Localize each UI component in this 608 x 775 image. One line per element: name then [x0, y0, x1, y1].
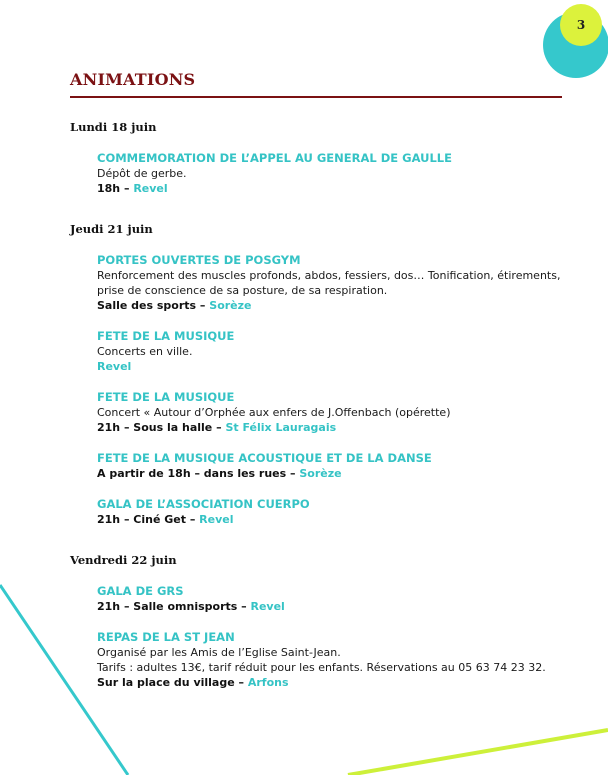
event-info — [97, 675, 570, 690]
event-time-venue: 21h – Ciné Get – — [97, 513, 200, 526]
event-info — [97, 512, 570, 527]
event-time-venue: Salle des sports – — [97, 299, 210, 312]
day-block — [70, 553, 570, 690]
page-number-badge — [560, 4, 602, 46]
event-title: COMMEMORATION DE L’APPEL AU GENERAL DE GAULLE — [97, 151, 452, 165]
page-number: 3 — [576, 18, 586, 32]
event-title: GALA DE GRS — [97, 584, 184, 598]
event-item — [97, 630, 570, 690]
event-title: PORTES OUVERTES DE POSGYM — [97, 253, 301, 267]
event-town: Revel — [133, 182, 168, 195]
event-description: Dépôt de gerbe. — [97, 167, 187, 180]
event-title: REPAS DE LA ST JEAN — [97, 630, 235, 644]
event-town: Revel — [250, 600, 285, 613]
event-description: Tarifs : adultes 13€, tarif réduit pour les enfants. Réservations au 05 63 74 23 32. — [97, 661, 546, 674]
event-time-venue: 21h – Salle omnisports – — [97, 600, 251, 613]
event-time-venue: 21h – Sous la halle – — [97, 421, 226, 434]
event-item — [97, 329, 570, 374]
day-heading: Vendredi 22 juin — [70, 553, 177, 567]
lime-diagonal-line — [348, 730, 608, 775]
event-description: Concert « Autour d’Orphée aux enfers de J.Offenbach (opérette) — [97, 406, 451, 419]
event-town: Sorèze — [209, 299, 252, 312]
events-list — [70, 120, 570, 716]
event-town: Arfons — [247, 676, 289, 689]
event-info — [97, 181, 570, 196]
event-info — [97, 420, 570, 435]
event-item — [97, 451, 570, 481]
event-town: St Félix Lauragais — [225, 421, 337, 434]
event-time-venue: A partir de 18h – dans les rues – — [97, 467, 300, 480]
event-time-venue: 18h – — [97, 182, 134, 195]
event-description: Organisé par les Amis de l’Eglise Saint-Jean. — [97, 646, 341, 659]
event-description: Concerts en ville. — [97, 345, 193, 358]
event-item — [97, 151, 570, 196]
event-item — [97, 584, 570, 614]
event-title: FETE DE LA MUSIQUE — [97, 390, 235, 404]
event-item — [97, 253, 570, 313]
event-town: Revel — [199, 513, 234, 526]
page-title: ANIMATIONS — [70, 70, 196, 89]
event-time-venue: Sur la place du village – — [97, 676, 248, 689]
event-item — [97, 390, 570, 435]
day-heading: Jeudi 21 juin — [70, 222, 153, 236]
event-title: GALA DE L’ASSOCIATION CUERPO — [97, 497, 310, 511]
event-info — [97, 298, 570, 313]
day-block — [70, 222, 570, 527]
event-item — [97, 497, 570, 527]
event-info — [97, 359, 570, 374]
event-info — [97, 599, 570, 614]
event-town: Sorèze — [299, 467, 342, 480]
event-town: Revel — [97, 360, 132, 373]
day-heading: Lundi 18 juin — [70, 120, 157, 134]
event-info — [97, 466, 570, 481]
day-block — [70, 120, 570, 196]
event-description: prise de conscience de sa posture, de sa respiration. — [97, 284, 388, 297]
event-description: Renforcement des muscles profonds, abdos, fessiers, dos… Tonification, étirements, — [97, 269, 561, 282]
event-title: FETE DE LA MUSIQUE — [97, 329, 235, 343]
event-title: FETE DE LA MUSIQUE ACOUSTIQUE ET DE LA DANSE — [97, 451, 432, 465]
title-underline — [70, 96, 562, 98]
